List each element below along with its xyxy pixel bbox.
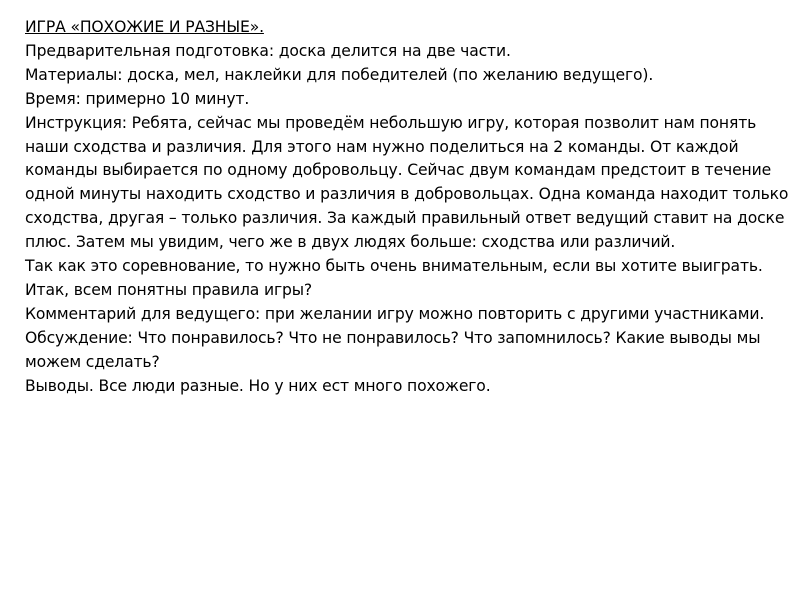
competition-text: Так как это соревнование, то нужно быть очень внимательным, если вы хотите выиграть. (25, 257, 763, 276)
time-text: Время: примерно 10 минут. (25, 89, 250, 108)
text-block (25, 16, 797, 399)
preparation-text: Предварительная подготовка: доска делится на две части. (25, 41, 511, 60)
discussion-text: Обсуждение: Что понравилось? Что не понравилось? Что запомнилось? Какие выводы мы можем сделать? (25, 328, 761, 371)
materials-text: Материалы: доска, мел, наклейки для победителей (по желанию ведущего). (25, 65, 654, 84)
game-title: ИГРА «ПОХОЖИЕ И РАЗНЫЕ». (25, 18, 264, 36)
instruction-text: Инструкция: Ребята, сейчас мы проведём небольшую игру, которая позволит нам понять наши сходства и различия. Для этого нам нужно поделиться на 2 команды. От каждой команды выбирается по одному добровольцу. Сейчас двум командам предстоит в течение одной минуты находить сходство и различия в добровольцах. Одна команда находит только сходства, другая – только различия. За каждый правильный ответ ведущий ставит на доске плюс. Затем мы увидим, чего же в двух людях больше: сходства или различий. (25, 113, 789, 252)
conclusions-text: Выводы. Все люди разные. Но у них ест много похожего. (25, 376, 491, 395)
question-text: Итак, всем понятны правила игры? (25, 280, 313, 299)
comment-text: Комментарий для ведущего: при желании игру можно повторить с другими участниками. (25, 304, 765, 323)
